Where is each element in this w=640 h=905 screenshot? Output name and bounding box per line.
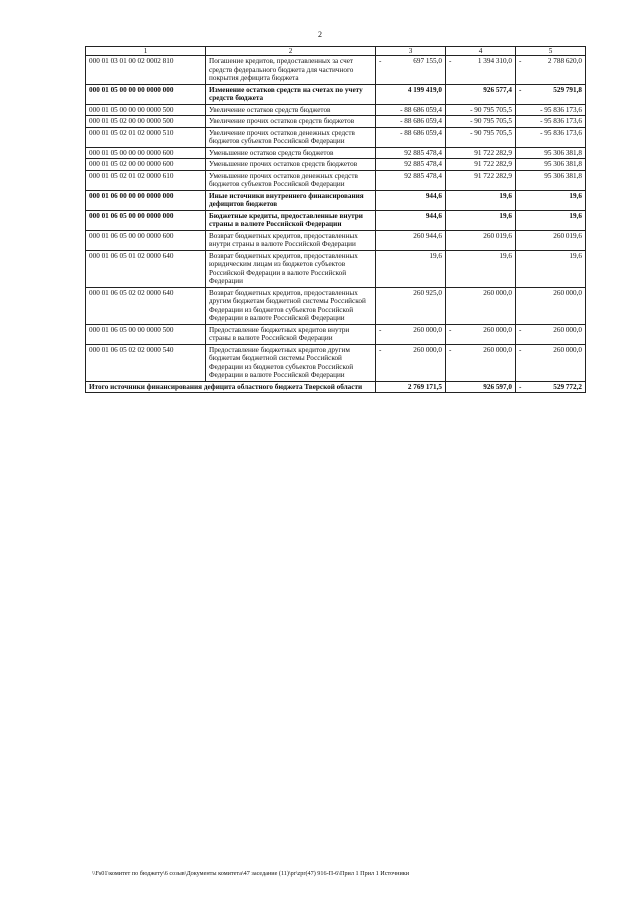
table-row <box>86 250 586 287</box>
header-col-1: 1 <box>86 47 206 56</box>
row-code: 000 01 06 00 00 00 0000 000 <box>86 190 206 210</box>
row-code: 000 01 05 02 00 00 0000 600 <box>86 159 206 171</box>
row-value-col3: - 260 000,0 <box>376 324 446 344</box>
row-code: 000 01 06 05 00 00 0000 500 <box>86 324 206 344</box>
header-col-2: 2 <box>206 47 376 56</box>
row-value-col3: - 88 686 059,4 <box>376 127 446 147</box>
row-value-col5: - 95 836 173,6 <box>516 104 586 116</box>
row-code: 000 01 03 01 00 02 0002 810 <box>86 56 206 85</box>
row-code: 000 01 06 05 00 00 0000 000 <box>86 210 206 230</box>
sources-table <box>85 46 586 393</box>
row-value-col4: - 1 394 310,0 <box>446 56 516 85</box>
row-code: 000 01 05 02 00 00 0000 500 <box>86 116 206 128</box>
row-value-col5: - 95 836 173,6 <box>516 116 586 128</box>
row-value-col5: 95 306 381,8 <box>516 170 586 190</box>
row-value-col4: 91 722 282,9 <box>446 159 516 171</box>
row-value-col5: - 2 788 620,0 <box>516 56 586 85</box>
row-value-col5: - 95 836 173,6 <box>516 127 586 147</box>
row-code: 000 01 06 05 02 02 0000 640 <box>86 287 206 324</box>
row-value-col4: 260 000,0 <box>446 287 516 324</box>
header-col-5: 5 <box>516 47 586 56</box>
row-value-col4: 19,6 <box>446 210 516 230</box>
row-value-col4: 19,6 <box>446 190 516 210</box>
table-header-row <box>86 47 586 56</box>
footer-file-path: \\Fs01\комитет по бюджету\6 созыв\Документы комитета\47 заседание (11)\pr\zpr(47) 916-П-6\Прил 1 Прил 1 Источники <box>92 870 410 877</box>
row-value-col5: 19,6 <box>516 210 586 230</box>
row-value-col5: 95 306 381,8 <box>516 147 586 159</box>
table-row <box>86 170 586 190</box>
table-row <box>86 147 586 159</box>
row-name: Увеличение остатков средств бюджетов <box>206 104 376 116</box>
row-value-col5: 260 019,6 <box>516 230 586 250</box>
row-name: Бюджетные кредиты, предоставленные внутри страны в валюте Российской Федерации <box>206 210 376 230</box>
row-value-col5: 95 306 381,8 <box>516 159 586 171</box>
row-value-col3: 260 925,0 <box>376 287 446 324</box>
row-value-col4: 260 019,6 <box>446 230 516 250</box>
row-name: Возврат бюджетных кредитов, предоставленных внутри страны в валюте Российской Федерации <box>206 230 376 250</box>
row-name: Возврат бюджетных кредитов, предоставленных другим бюджетам бюджетной системы Российской Федерации из бюджетов субъектов Российской Федерации в валюте Российской Федерации <box>206 287 376 324</box>
total-row <box>86 381 586 393</box>
row-name: Уменьшение прочих остатков средств бюджетов <box>206 159 376 171</box>
table-row <box>86 127 586 147</box>
row-name: Увеличение прочих остатков денежных средств бюджетов субъектов Российской Федерации <box>206 127 376 147</box>
row-value-col4: - 260 000,0 <box>446 344 516 381</box>
row-value-col5: 19,6 <box>516 250 586 287</box>
total-value-col4: 926 597,0 <box>446 381 516 393</box>
total-value-col3: 2 769 171,5 <box>376 381 446 393</box>
row-value-col3: 92 885 478,4 <box>376 170 446 190</box>
row-value-col3: - 88 686 059,4 <box>376 116 446 128</box>
row-value-col4: - 90 795 705,5 <box>446 116 516 128</box>
table-row <box>86 324 586 344</box>
table-row <box>86 159 586 171</box>
row-value-col4: - 260 000,0 <box>446 324 516 344</box>
row-value-col3: 19,6 <box>376 250 446 287</box>
row-name: Возврат бюджетных кредитов, предоставленных юридическим лицам из бюджетов субъектов Российской Федерации в валюте Российской Федерации <box>206 250 376 287</box>
table-row <box>86 84 586 104</box>
total-label: Итого источники финансирования дефицита областного бюджета Тверской области <box>86 381 376 393</box>
row-value-col4: - 90 795 705,5 <box>446 127 516 147</box>
table-row <box>86 287 586 324</box>
table-row <box>86 344 586 381</box>
row-code: 000 01 06 05 00 00 0000 600 <box>86 230 206 250</box>
table-row <box>86 210 586 230</box>
row-value-col3: 92 885 478,4 <box>376 147 446 159</box>
header-col-3: 3 <box>376 47 446 56</box>
row-code: 000 01 06 05 02 02 0000 540 <box>86 344 206 381</box>
row-value-col3: 944,6 <box>376 190 446 210</box>
header-col-4: 4 <box>446 47 516 56</box>
row-value-col5: 19,6 <box>516 190 586 210</box>
row-value-col3: - 88 686 059,4 <box>376 104 446 116</box>
row-value-col3: 4 199 419,0 <box>376 84 446 104</box>
row-code: 000 01 05 02 01 02 0000 510 <box>86 127 206 147</box>
row-value-col4: 19,6 <box>446 250 516 287</box>
total-value-col5: - 529 772,2 <box>516 381 586 393</box>
table-row <box>86 56 586 85</box>
row-value-col5: 260 000,0 <box>516 287 586 324</box>
row-code: 000 01 06 05 01 02 0000 640 <box>86 250 206 287</box>
row-name: Погашение кредитов, предоставленных за счет средств федерального бюджета для частичного покрытия дефицита бюджета <box>206 56 376 85</box>
row-value-col5: - 529 791,8 <box>516 84 586 104</box>
row-value-col5: - 260 000,0 <box>516 324 586 344</box>
row-value-col4: 91 722 282,9 <box>446 147 516 159</box>
table-row <box>86 116 586 128</box>
row-name: Изменение остатков средств на счетах по учету средств бюджета <box>206 84 376 104</box>
row-value-col4: - 90 795 705,5 <box>446 104 516 116</box>
row-value-col4: 926 577,4 <box>446 84 516 104</box>
row-value-col3: - 260 000,0 <box>376 344 446 381</box>
row-value-col5: - 260 000,0 <box>516 344 586 381</box>
table-row <box>86 190 586 210</box>
table-row <box>86 230 586 250</box>
row-value-col3: 944,6 <box>376 210 446 230</box>
table-row <box>86 104 586 116</box>
row-code: 000 01 05 02 01 02 0000 610 <box>86 170 206 190</box>
row-name: Предоставление бюджетных кредитов другим бюджетам бюджетной системы Российской Федерации из бюджетов субъектов Российской Федерации в валюте Российской Федерации <box>206 344 376 381</box>
row-code: 000 01 05 00 00 00 0000 500 <box>86 104 206 116</box>
row-name: Предоставление бюджетных кредитов внутри страны в валюте Российской Федерации <box>206 324 376 344</box>
row-name: Уменьшение остатков средств бюджетов <box>206 147 376 159</box>
row-value-col4: 91 722 282,9 <box>446 170 516 190</box>
row-value-col3: 260 944,6 <box>376 230 446 250</box>
row-value-col3: - 697 155,0 <box>376 56 446 85</box>
row-code: 000 01 05 00 00 00 0000 000 <box>86 84 206 104</box>
row-name: Увеличение прочих остатков средств бюджетов <box>206 116 376 128</box>
row-name: Иные источники внутреннего финансирования дефицитов бюджетов <box>206 190 376 210</box>
page-number: 2 <box>318 30 322 39</box>
row-name: Уменьшение прочих остатков денежных средств бюджетов субъектов Российской Федерации <box>206 170 376 190</box>
row-code: 000 01 05 00 00 00 0000 600 <box>86 147 206 159</box>
row-value-col3: 92 885 478,4 <box>376 159 446 171</box>
